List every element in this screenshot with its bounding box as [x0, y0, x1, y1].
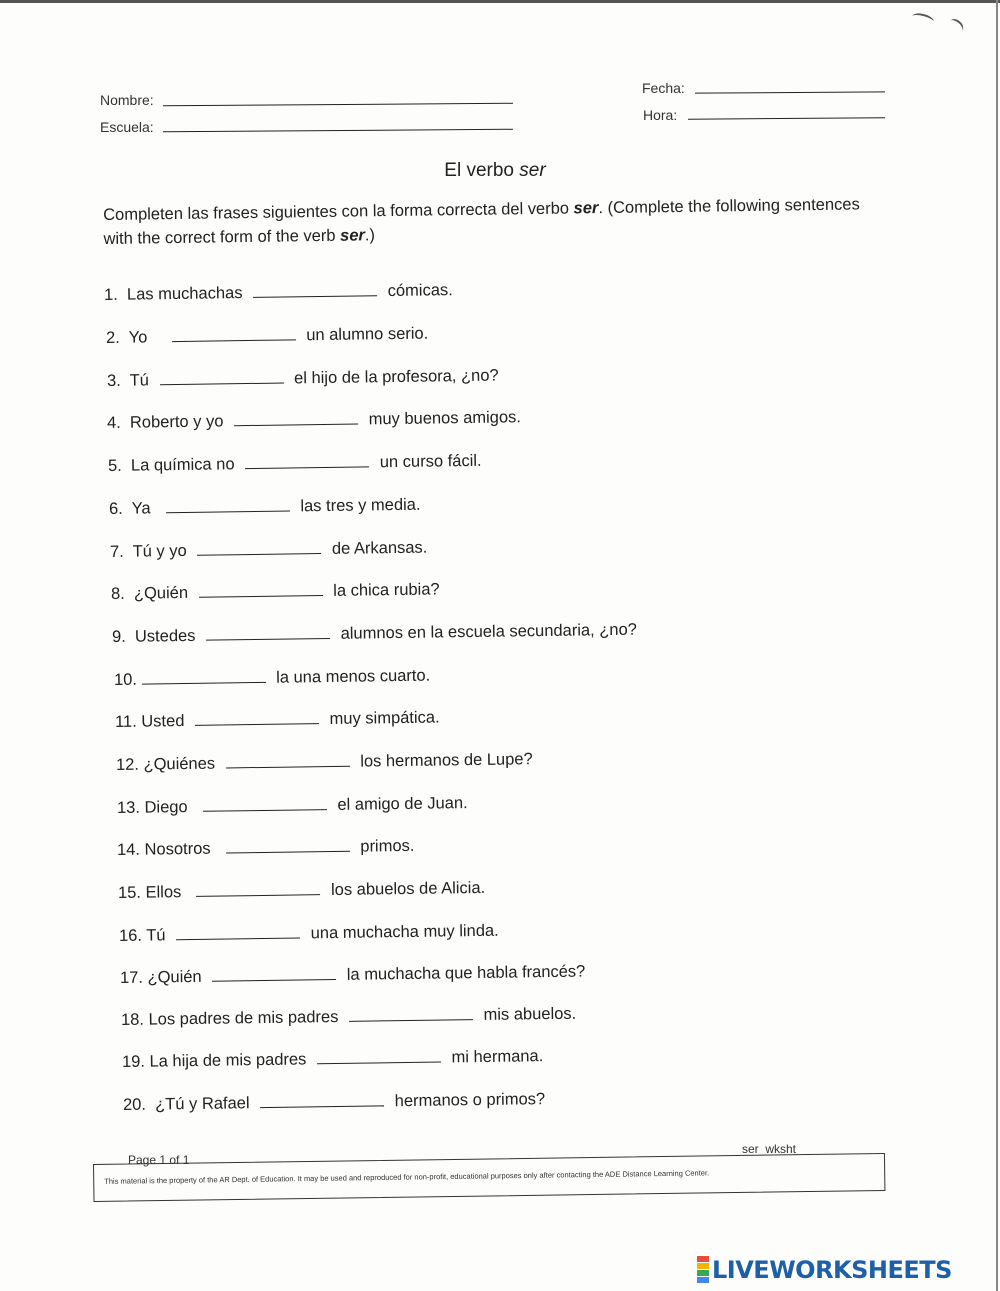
exercise-item-2: [106, 322, 429, 348]
page-number: Page 1 of 1: [128, 1153, 190, 1167]
item-after: mis abuelos.: [483, 1004, 577, 1024]
item-number: 7.: [109, 542, 124, 561]
exercise-item-14: [117, 834, 415, 860]
scan-top-edge: [0, 0, 1000, 3]
exercise-item-11: [115, 705, 440, 732]
page-title: [0, 160, 990, 182]
answer-blank-18[interactable]: [349, 1003, 473, 1022]
answer-blank-15[interactable]: [196, 878, 320, 897]
item-before: Ustedes: [134, 626, 196, 646]
instructions-verb1: ser: [573, 199, 599, 218]
item-number: 2.: [105, 328, 120, 347]
item-number: 10.: [113, 670, 138, 689]
scan-mark: [946, 16, 966, 35]
exercise-item-7: [110, 536, 428, 562]
exercise-item-8: [111, 577, 440, 604]
answer-blank-8[interactable]: [198, 579, 322, 598]
instructions-verb2: ser: [339, 226, 365, 245]
answer-blank-12[interactable]: [226, 750, 350, 769]
item-after: mi hermana.: [451, 1047, 544, 1067]
item-number: 14.: [116, 840, 141, 859]
item-before: Ellos: [145, 883, 182, 902]
nombre-label: Nombre:: [100, 92, 154, 108]
answer-blank-7[interactable]: [197, 537, 321, 556]
item-before: Las muchachas: [126, 284, 243, 304]
item-before: La hija de mis padres: [149, 1050, 307, 1071]
item-before: ¿Quiénes: [143, 754, 216, 774]
answer-blank-5[interactable]: [245, 450, 369, 469]
answer-blank-14[interactable]: [226, 835, 350, 854]
hora-field[interactable]: [688, 117, 885, 119]
instructions: [103, 192, 894, 251]
item-after: la chica rubia?: [333, 580, 440, 600]
answer-blank-19[interactable]: [317, 1046, 441, 1065]
exercise-item-16: [119, 919, 499, 946]
exercise-item-6: [109, 493, 421, 519]
item-before: Tú: [129, 371, 150, 390]
exercise-item-15: [118, 876, 485, 903]
exercise-item-19: [122, 1044, 544, 1072]
item-number: 8.: [110, 584, 125, 603]
item-number: 13.: [116, 798, 141, 817]
item-before: Diego: [144, 798, 188, 817]
fecha-field[interactable]: [695, 91, 885, 93]
fecha-label: Fecha:: [642, 80, 685, 96]
item-after: hermanos o primos?: [394, 1090, 546, 1111]
item-before: Roberto y yo: [129, 412, 224, 432]
answer-blank-6[interactable]: [166, 494, 290, 513]
item-number: 17.: [119, 968, 144, 987]
exercise-item-5: [108, 449, 482, 476]
instructions-part3: .): [364, 226, 376, 245]
item-after: muy buenos amigos.: [368, 408, 522, 429]
scan-mark: [911, 11, 935, 26]
item-number: 20.: [122, 1095, 147, 1114]
item-after: alumnos en la escuela secundaria, ¿no?: [340, 620, 638, 643]
instructions-part2: . (Complete the following sentences with the correct form of the verb: [103, 195, 860, 248]
copyright-notice: This material is the property of the AR Dept. of Education. It may be used and reproduced for non-profit, educational purposes only after contacting the ADE Distance Learning Center.: [104, 1168, 710, 1186]
item-after: un alumno serio.: [306, 324, 429, 345]
scan-right-edge: [996, 0, 998, 1291]
exercise-item-3: [107, 364, 499, 391]
item-after: un curso fácil.: [379, 451, 482, 472]
item-after: primos.: [360, 836, 415, 856]
item-after: la muchacha que habla francés?: [346, 962, 586, 984]
item-number: 5.: [107, 456, 122, 475]
exercise-item-12: [116, 747, 533, 775]
answer-blank-9[interactable]: [206, 622, 330, 641]
brand-name: LIVEWORKSHEETS: [712, 1256, 952, 1284]
instructions-part1: Completen las frases siguientes con la forma correcta del verbo: [103, 199, 574, 224]
item-after: las tres y media.: [300, 495, 421, 516]
item-number: 11.: [114, 712, 137, 731]
item-after: el amigo de Juan.: [337, 794, 468, 814]
item-number: 15.: [117, 883, 142, 902]
escuela-label: Escuela:: [100, 119, 154, 135]
answer-blank-13[interactable]: [203, 793, 327, 812]
item-after: la una menos cuarto.: [275, 666, 431, 687]
item-number: 9.: [111, 627, 126, 646]
item-before: La química no: [130, 455, 235, 475]
worksheet-code: ser_wksht: [742, 1142, 797, 1156]
item-number: 1.: [103, 285, 118, 304]
item-before: Ya: [131, 499, 151, 518]
item-number: 4.: [106, 413, 121, 432]
exercise-item-20: [123, 1087, 545, 1115]
answer-blank-17[interactable]: [212, 963, 336, 982]
item-after: los hermanos de Lupe?: [360, 750, 533, 771]
exercise-item-4: [107, 405, 521, 433]
item-before: Tú y yo: [132, 541, 187, 561]
item-before: Los padres de mis padres: [148, 1007, 339, 1029]
exercise-item-18: [121, 1002, 576, 1030]
nombre-field[interactable]: [163, 103, 513, 106]
item-after: cómicas.: [387, 281, 453, 301]
item-before: Usted: [141, 712, 185, 731]
item-number: 3.: [106, 371, 121, 390]
item-after: muy simpática.: [329, 708, 440, 729]
item-before: Tú: [146, 926, 166, 945]
liveworksheets-logo: [697, 1255, 952, 1285]
item-before: ¿Tú y Rafael: [154, 1094, 250, 1114]
exercise-item-1: [104, 278, 453, 305]
hora-label: Hora:: [643, 107, 678, 123]
answer-blank-20[interactable]: [260, 1089, 384, 1108]
answer-blank-1[interactable]: [253, 279, 377, 298]
item-before: Yo: [128, 328, 148, 347]
item-after: los abuelos de Alicia.: [330, 878, 486, 900]
item-before: ¿Quién: [147, 967, 202, 987]
exercise-item-10: [114, 664, 430, 690]
item-number: 19.: [121, 1052, 146, 1071]
liveworksheets-icon: [697, 1256, 709, 1284]
item-number: 6.: [108, 499, 123, 518]
answer-blank-4[interactable]: [234, 407, 358, 426]
answer-blank-3[interactable]: [159, 367, 283, 386]
item-after: el hijo de la profesora, ¿no?: [293, 366, 499, 388]
exercise-item-13: [117, 791, 468, 818]
exercise-item-17: [120, 960, 586, 988]
item-number: 12.: [115, 755, 140, 774]
item-before: ¿Quién: [133, 583, 189, 603]
item-number: 16.: [118, 926, 143, 945]
item-before: Nosotros: [144, 839, 211, 859]
answer-blank-10[interactable]: [141, 666, 265, 685]
answer-blank-11[interactable]: [195, 707, 319, 726]
escuela-field[interactable]: [163, 129, 513, 132]
answer-blank-2[interactable]: [171, 323, 295, 342]
copyright-box: [93, 1153, 885, 1202]
item-after: una muchacha muy linda.: [310, 921, 499, 943]
title-text: El verbo: [444, 160, 514, 181]
exercise-item-9: [112, 618, 637, 647]
item-number: 18.: [120, 1010, 145, 1029]
answer-blank-16[interactable]: [176, 921, 300, 940]
title-verb: ser: [519, 160, 546, 181]
item-after: de Arkansas.: [331, 538, 428, 558]
